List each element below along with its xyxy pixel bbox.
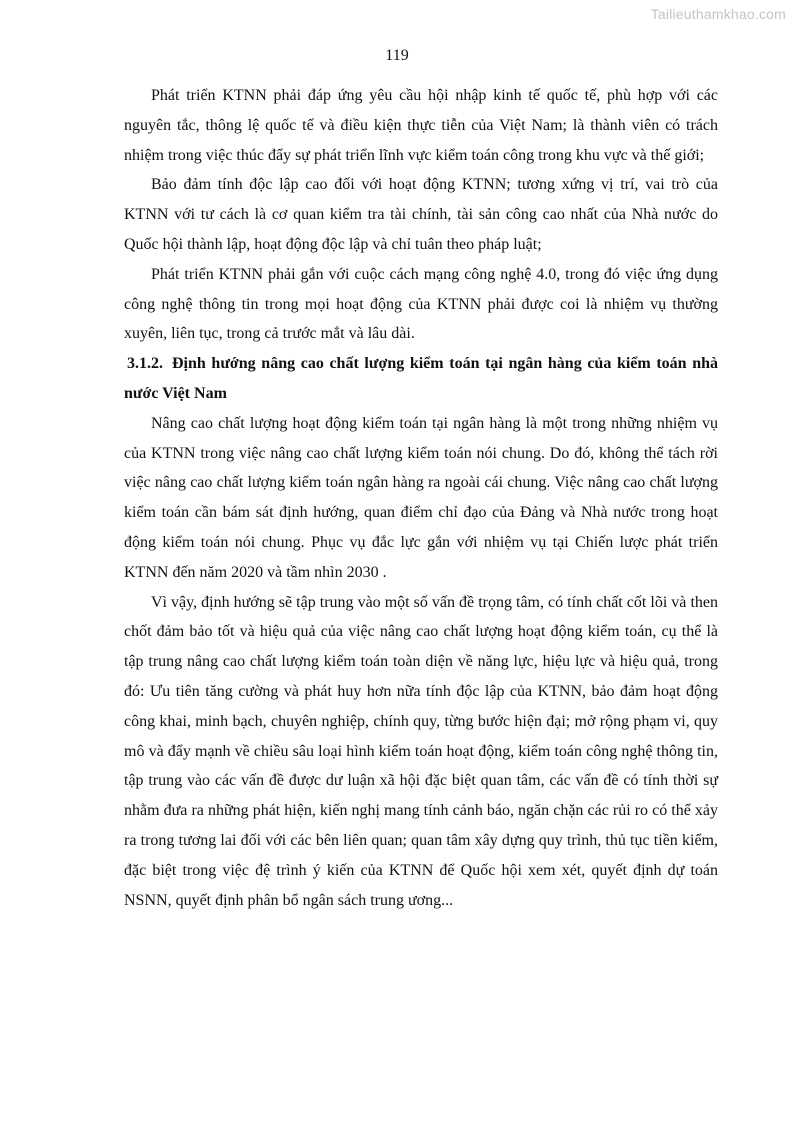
- page-number: 119: [385, 47, 409, 64]
- section-heading: [124, 349, 718, 409]
- section-heading-number: 3.1.2.: [127, 355, 163, 373]
- paragraph-2: Bảo đảm tính độc lập cao đối với hoạt động KTNN; tương xứng vị trí, vai trò của KTNN với tư cách là cơ quan kiểm tra tài chính, tài sản công cao nhất của Nhà nước do Quốc hội thành lập, hoạt động độc lập và chỉ tuân theo pháp luật;: [124, 176, 718, 253]
- paragraph-3: Phát triển KTNN phải gắn với cuộc cách mạng công nghệ 4.0, trong đó việc ứng dụng công nghệ thông tin trong mọi hoạt động của KTNN phải được coi là nhiệm vụ thường xuyên, liên tục, trong cả trước mắt và lâu dài.: [124, 265, 718, 343]
- paragraph-4: Nâng cao chất lượng hoạt động kiểm toán tại ngân hàng là một trong những nhiệm vụ của KTNN trong việc nâng cao chất lượng kiểm toán nói chung. Do đó, không thể tách rời việc nâng cao chất lượng kiểm toán ngân hàng ra ngoài cái chung. Việc nâng cao chất lượng kiểm toán cần bám sát định hướng, quan điểm chỉ đạo của Đảng và Nhà nước trong hoạt động kiểm toán nói chung. Phục vụ đắc lực gắn với nhiệm vụ tại Chiến lược phát triển KTNN đến năm 2020 và tầm nhìn 2030 .: [124, 414, 718, 581]
- watermark: Tailieuthamkhao.com: [650, 6, 786, 22]
- document-body: [124, 81, 718, 915]
- paragraph-5: Vì vậy, định hướng sẽ tập trung vào một số vấn đề trọng tâm, có tính chất cốt lõi và then chốt đảm bảo tốt và hiệu quả của việc nâng cao chất lượng hoạt động kiểm toán, cụ thể là tập trung nâng cao chất lượng kiểm toán toàn diện về năng lực, hiệu lực và hiệu quả, trong đó: Ưu tiên tăng cường và phát huy hơn nữa tính độc lập của KTNN, bảo đảm hoạt động công khai, minh bạch, chuyên nghiệp, chính quy, từng bước hiện đại; mở rộng phạm vi, quy mô và đẩy mạnh về chiều sâu loại hình kiểm toán hoạt động, kiểm toán công nghệ thông tin, tập trung vào các vấn đề được dư luận xã hội đặc biệt quan tâm, các vấn đề có tính thời sự nhằm đưa ra những phát hiện, kiến nghị mang tính cảnh báo, ngăn chặn các rủi ro có thể xảy ra trong tương lai đối với các bên liên quan; quan tâm xây dựng quy trình, thủ tục tiền kiểm, đặc biệt trong việc đệ trình ý kiến của KTNN để Quốc hội xem xét, quyết định dự toán NSNN, quyết định phân bổ ngân sách trung ương...: [124, 593, 718, 909]
- section-heading-text: Định hướng nâng cao chất lượng kiểm toán tại ngân hàng của kiểm toán nhà nước Việt Nam: [124, 355, 718, 402]
- paragraph-1: Phát triển KTNN phải đáp ứng yêu cầu hội nhập kinh tế quốc tế, phù hợp với các nguyên tắc, thông lệ quốc tế và điều kiện thực tiễn của Việt Nam; là thành viên có trách nhiệm trong việc thúc đẩy sự phát triển lĩnh vực kiểm toán công trong khu vực và thế giới;: [124, 87, 718, 164]
